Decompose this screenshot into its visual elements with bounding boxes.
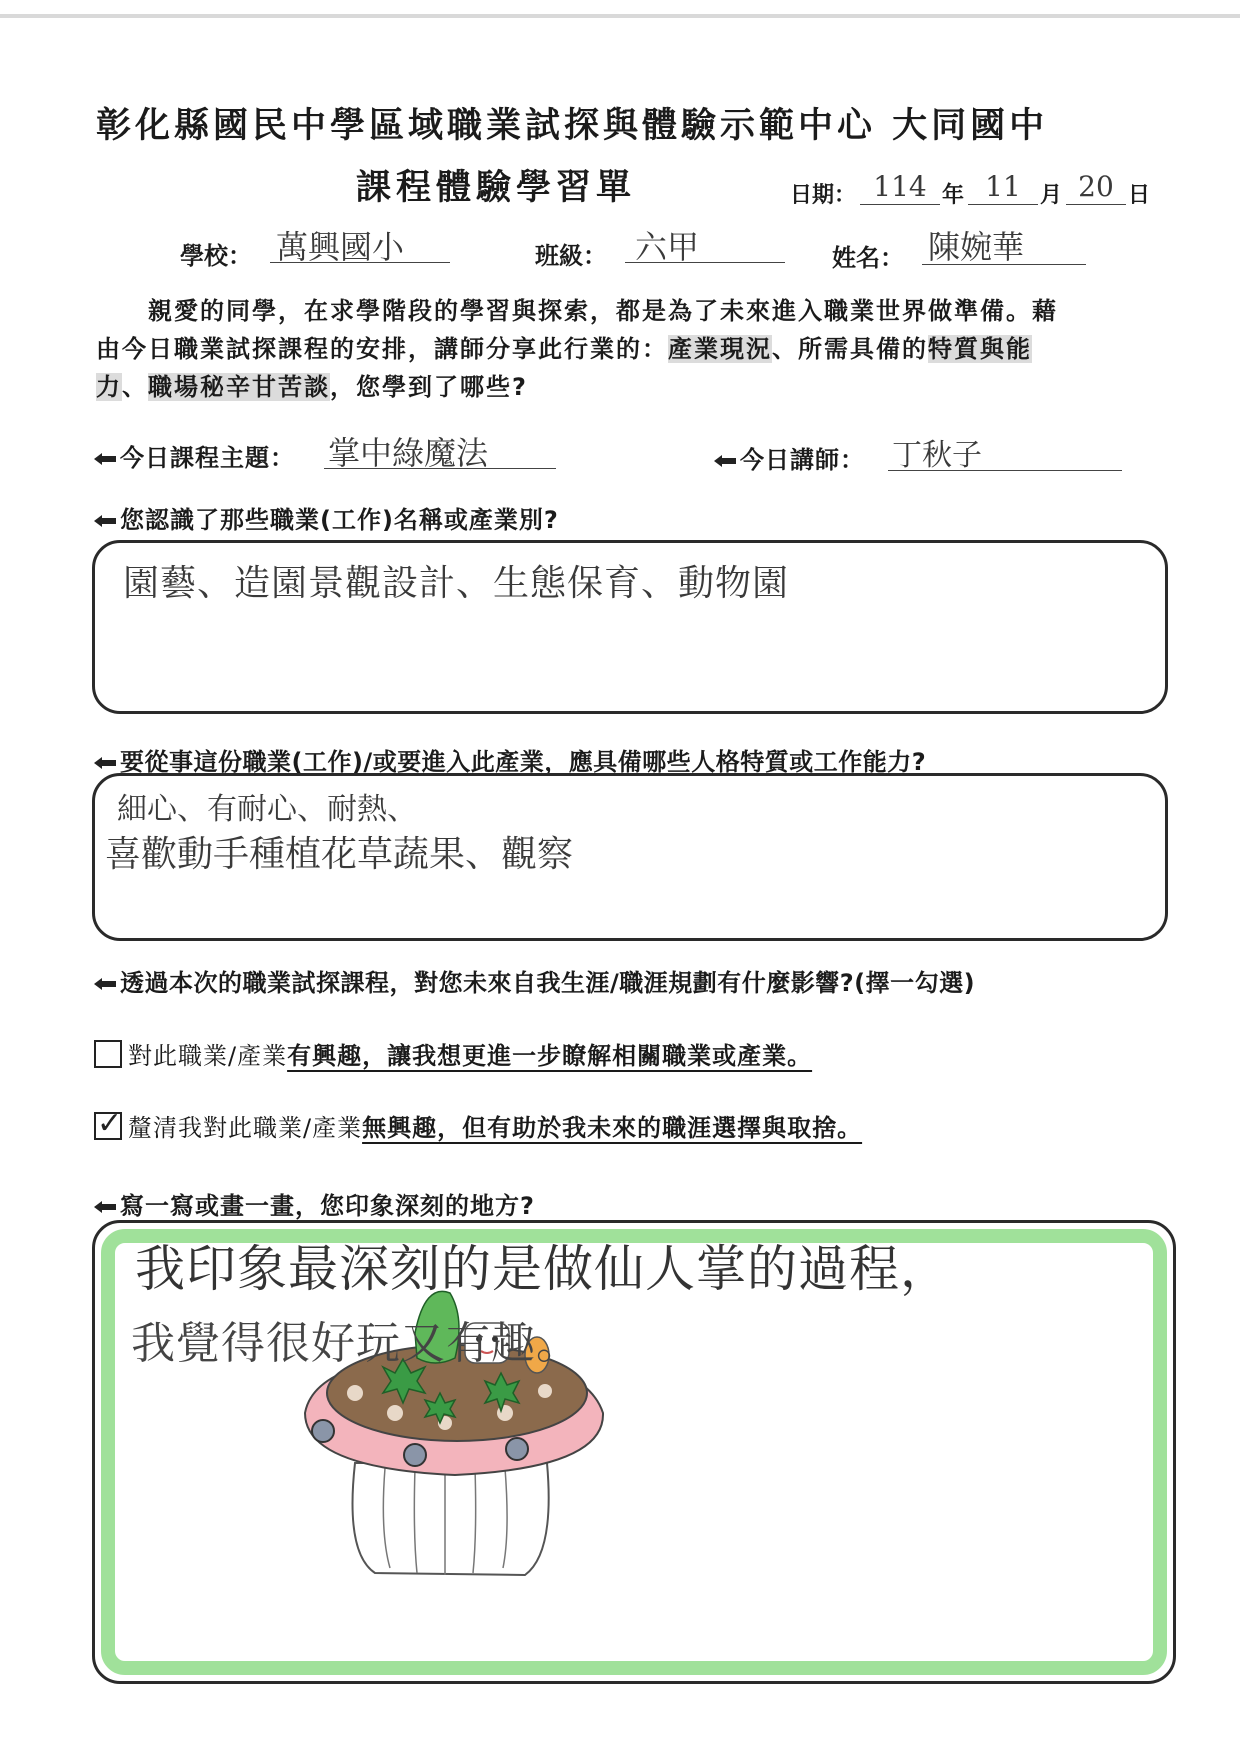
intro-highlight-traits: 特質與能 [928,335,1032,363]
date-label: 日期： [790,183,857,208]
pointing-hand-icon [92,975,118,993]
intro-highlight-workplace: 職場秘辛甘苦談 [148,373,330,401]
pointing-hand-icon [92,1198,118,1216]
student-info-row [180,222,1080,272]
pointing-hand-icon [92,754,118,772]
date-year-unit: 年 [942,183,965,208]
q4-answer-line-2: 我覺得很好玩又有趣。 [131,1318,581,1369]
q4-question: 寫一寫或畫一畫，您印象深刻的地方? [92,1186,535,1221]
intro-highlight-traits-end: 力 [96,373,122,401]
intro-paragraph [96,292,1166,406]
q4-drawing-box[interactable] [92,1220,1176,1684]
q3-question: 透過本次的職業試探課程，對您未來自我生涯/職涯規劃有什麼影響?(擇一勾選) [92,963,975,998]
option-text: 對此職業/產業 [128,1042,288,1070]
q3-option-interested[interactable] [94,1036,812,1071]
class-field[interactable]: 六甲 [625,222,785,263]
q1-answer-text: 園藝、造園景觀設計、生態保育、動物園 [123,563,790,604]
pointing-hand-icon [92,512,118,530]
interested-checkbox[interactable] [94,1040,122,1068]
q1-question: 您認識了那些職業(工作)名稱或產業別? [92,500,559,535]
date-month-unit: 月 [1040,183,1063,208]
date-year-field[interactable]: 114 [860,170,940,205]
option-text: 釐清我對此職業/產業 [128,1114,363,1142]
name-field[interactable]: 陳婉華 [922,222,1086,265]
form-subtitle: 課程體驗學習單 [356,168,637,208]
q4-answer-line-1: 我印象最深刻的是做仙人掌的過程， [135,1240,951,1298]
intro-text: 由今日職業試探課程的安排，講師分享此行業的： [96,335,668,363]
teacher-field[interactable]: 丁秋子 [888,430,1122,471]
q3-option-not-interested[interactable] [94,1108,862,1143]
check-mark-icon: ✓ [97,1106,124,1141]
q2-answer-line-1: 細心、有耐心、耐熱、 [117,792,417,827]
pointing-hand-icon [712,452,738,470]
q1-answer-box[interactable] [92,540,1168,714]
intro-line-3 [96,368,1166,406]
q2-answer-box[interactable] [92,773,1168,941]
scan-top-edge [0,14,1240,18]
school-field[interactable]: 萬興國小 [270,222,450,263]
pointing-hand-icon [92,450,118,468]
intro-text: 、 [122,373,148,401]
teacher-label: 今日講師： [712,440,865,475]
form-title: 彰化縣國民中學區域職業試探與體驗示範中心 大同國中 [96,106,1049,146]
date-row [790,170,1160,210]
course-row [92,428,1142,474]
date-month-field[interactable]: 11 [968,170,1038,205]
intro-text: 、所需具備的 [772,335,928,363]
intro-text: ，您學到了哪些? [330,373,528,401]
not-interested-checkbox[interactable] [94,1106,124,1141]
date-day-unit: 日 [1128,183,1151,208]
q2-answer-line-2: 喜歡動手種植花草蔬果、觀察 [105,834,574,875]
q2-question: 要從事這份職業(工作)/或要進入此產業，應具備哪些人格特質或工作能力? [92,742,926,777]
option-emphasis: 無興趣，但有助於我未來的職涯選擇與取捨。 [362,1114,863,1142]
school-label: 學校： [180,242,252,270]
class-label: 班級： [535,242,607,270]
option-emphasis: 有興趣，讓我想更進一步瞭解相關職業或產業。 [287,1042,813,1070]
intro-highlight-industry: 產業現況 [668,335,772,363]
intro-line-1: 親愛的同學，在求學階段的學習與探索，都是為了未來進入職業世界做準備。藉 [148,297,1058,325]
date-day-field[interactable]: 20 [1066,170,1126,205]
intro-line-2 [96,330,1166,368]
topic-field[interactable]: 掌中綠魔法 [324,428,556,469]
name-label: 姓名： [832,244,904,272]
topic-label: 今日課程主題： [92,438,295,473]
